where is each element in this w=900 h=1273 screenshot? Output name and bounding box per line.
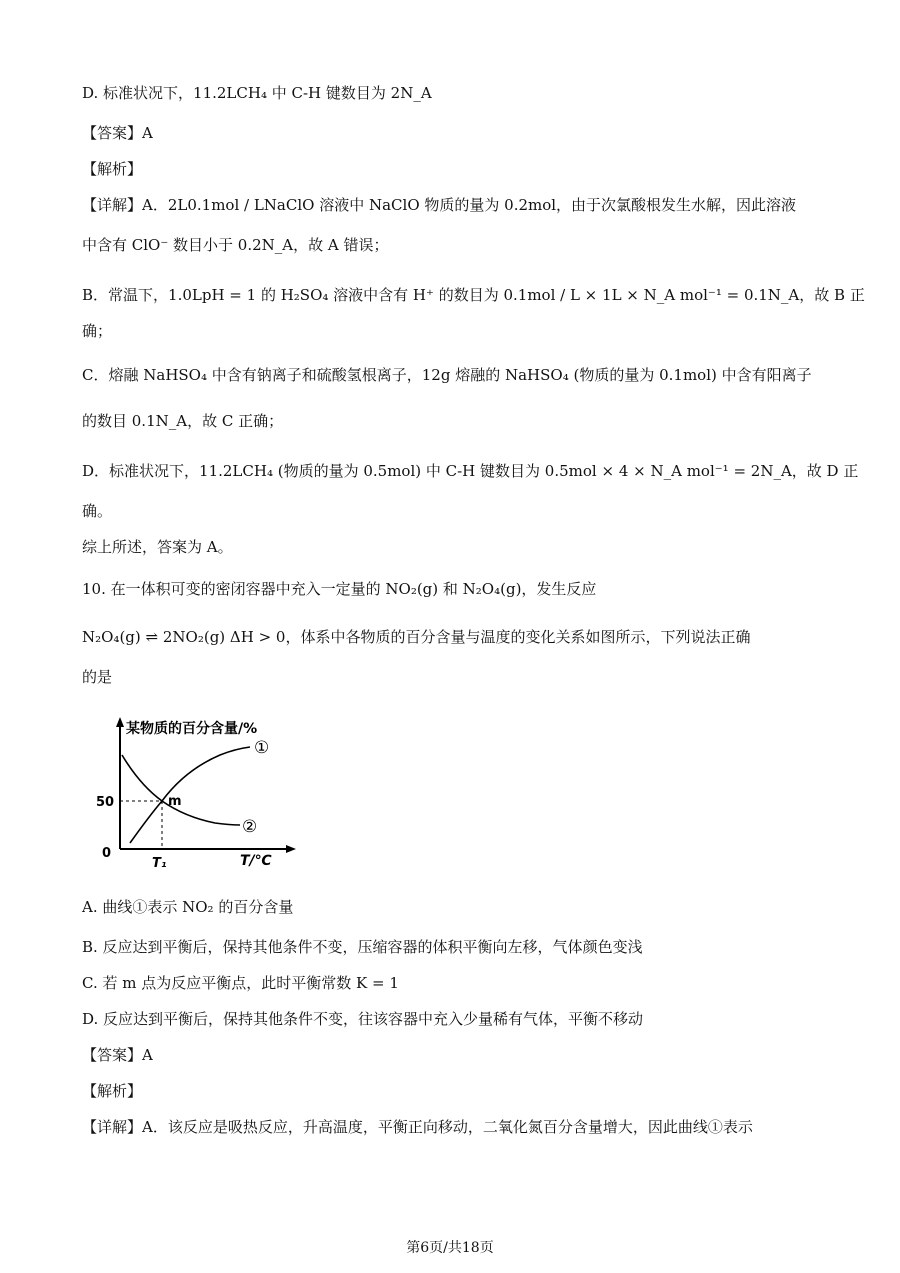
text-line: D. 标准状况下，11.2LCH₄ 中 C-H 键数目为 2N_A xyxy=(82,84,432,102)
analysis-label: 【解析】 xyxy=(82,1082,143,1100)
graph-xlabel: T/℃ xyxy=(240,853,272,869)
answer-label: 【答案】A xyxy=(82,124,153,142)
graph-c2: ② xyxy=(242,817,258,837)
option-a: A. 曲线①表示 NO₂ 的百分含量 xyxy=(82,898,294,916)
analysis-label: 【解析】 xyxy=(82,160,143,178)
option-c: C. 若 m 点为反应平衡点，此时平衡常数 K = 1 xyxy=(82,974,399,992)
text-line: 确； xyxy=(82,322,113,340)
question-line: N₂O₄(g) ⇌ 2NO₂(g) ΔH > 0，体系中各物质的百分含量与温度的变化关系如图所示，下列说法正确 xyxy=(82,628,751,646)
option-b: B. 反应达到平衡后，保持其他条件不变，压缩容器的体积平衡向左移，气体颜色变浅 xyxy=(82,938,643,956)
y-axis-arrow xyxy=(116,717,124,727)
text-line: 综上所述，答案为 A。 xyxy=(82,538,233,556)
graph-t1: T₁ xyxy=(152,856,167,871)
x-axis-arrow xyxy=(286,845,296,853)
text-line: B．常温下，1.0LpH = 1 的 H₂SO₄ 溶液中含有 H⁺ 的数目为 0.1mol / L × 1L × N_A mol⁻¹ = 0.1N_A，故 B 正 xyxy=(82,286,865,304)
answer-label: 【答案】A xyxy=(82,1046,153,1064)
page-footer: 第6页/共18页 xyxy=(406,1240,494,1256)
text-line: 【详解】A．2L0.1mol / LNaClO 溶液中 NaClO 物质的量为 0.2mol，由于次氯酸根发生水解，因此溶液 xyxy=(82,196,797,214)
graph-m: m xyxy=(168,794,182,809)
question-line: 10. 在一体积可变的密闭容器中充入一定量的 NO₂(g) 和 N₂O₄(g)，发生反应 xyxy=(82,580,597,598)
text-line: 确。 xyxy=(82,502,113,520)
text-line: C．熔融 NaHSO₄ 中含有钠离子和硫酸氢根离子，12g 熔融的 NaHSO₄ (物质的量为 0.1mol) 中含有阳离子 xyxy=(82,366,812,384)
text-line: D．标准状况下，11.2LCH₄ (物质的量为 0.5mol) 中 C-H 键数目为 0.5mol × 4 × N_A mol⁻¹ = 2N_A，故 D 正 xyxy=(82,462,859,480)
curve-2 xyxy=(122,755,240,825)
graph-origin: 0 xyxy=(102,846,112,861)
option-d: D. 反应达到平衡后，保持其他条件不变，往该容器中充入少量稀有气体，平衡不移动 xyxy=(82,1010,644,1028)
text-line: 【详解】A．该反应是吸热反应，升高温度，平衡正向移动，二氧化氮百分含量增大，因此曲线①表示 xyxy=(82,1118,753,1136)
percentage-temperature-graph xyxy=(90,715,310,875)
graph-c1: ① xyxy=(254,738,270,758)
graph-y50: 50 xyxy=(96,795,115,810)
text-line: 的数目 0.1N_A，故 C 正确； xyxy=(82,412,284,430)
question-line: 的是 xyxy=(82,668,113,686)
graph-ylabel: 某物质的百分含量/% xyxy=(126,721,258,737)
curve-1 xyxy=(130,747,250,843)
text-line: 中含有 ClO⁻ 数目小于 0.2N_A，故 A 错误； xyxy=(82,236,389,254)
